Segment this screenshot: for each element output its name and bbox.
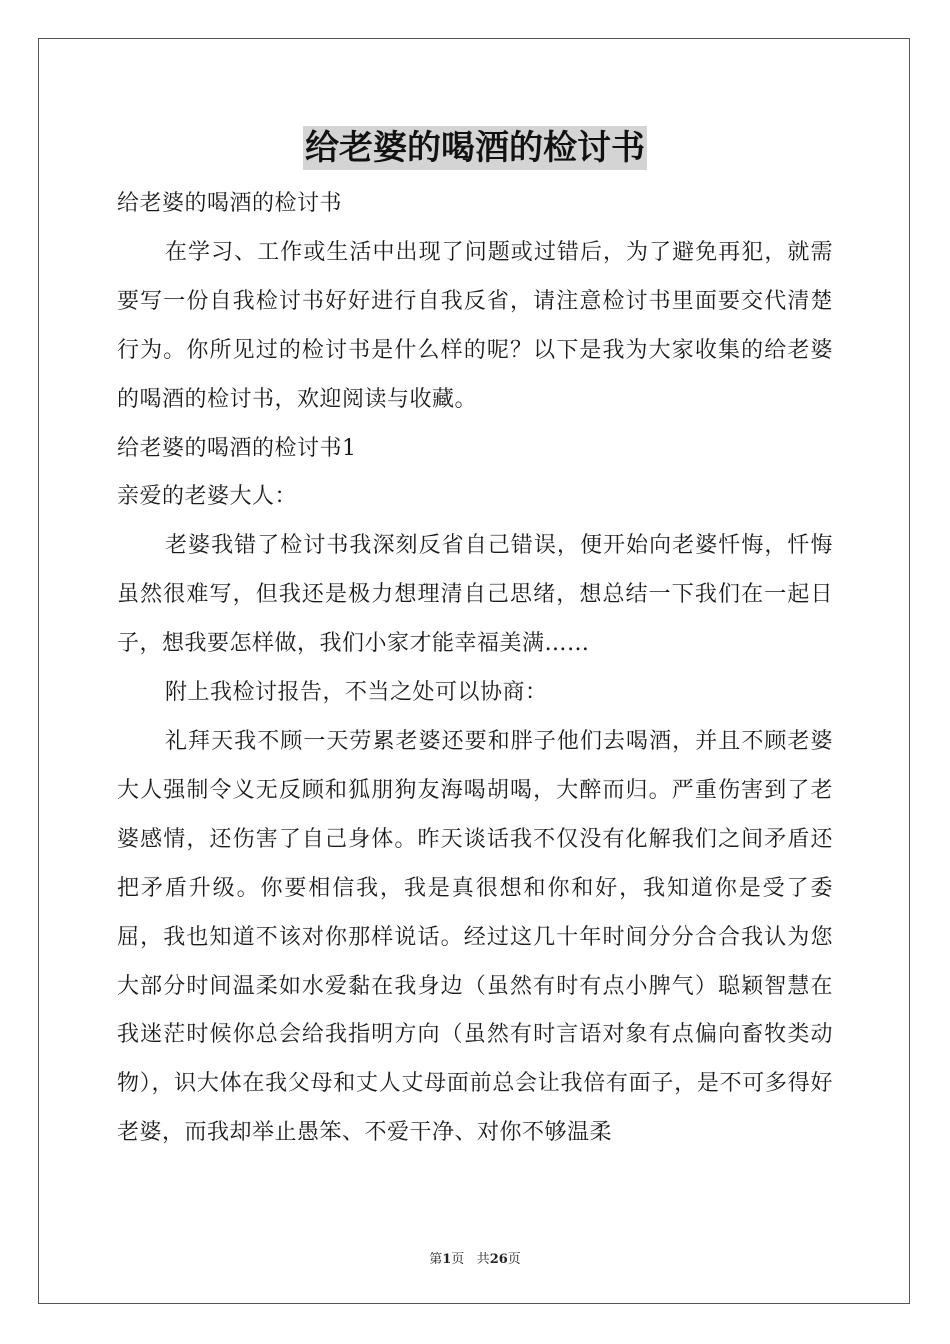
page-label-prefix: 第: [429, 1252, 443, 1267]
intro-paragraph: 在学习、工作或生活中出现了问题或过错后，为了避免再犯，就需要写一份自我检讨书好好进行自我反省，请注意检讨书里面要交代清楚行为。你所见过的检讨书是什么样的呢？以下是我为大家收集的给老婆的喝酒的检讨书，欢迎阅读与收藏。: [117, 239, 833, 412]
total-label-suffix: 页: [507, 1252, 521, 1267]
title-container: [0, 126, 950, 170]
subtitle-line: 给老婆的喝酒的检讨书: [117, 191, 343, 216]
section-heading: 给老婆的喝酒的检讨书1: [117, 435, 357, 461]
document-body: [117, 180, 833, 1158]
page-number: 1: [442, 1252, 452, 1267]
body-paragraph-3: 礼拜天我不顾一天劳累老婆还要和胖子他们去喝酒，并且不顾老婆大人强制令义无反顾和狐朋狗友海喝胡喝，大醉而归。严重伤害到了老婆感情，还伤害了自己身体。昨天谈话我不仅没有化解我们之间矛盾还把矛盾升级。你要相信我，我是真很想和你和好，我知道你是受了委屈，我也知道不该对你那样说话。经过这几十年时间分分合合我认为您大部分时间温柔如水爱黏在我身边（虽然有时有点小脾气）聪颖智慧在我迷茫时候你总会给我指明方向（虽然有时言语对象有点偏向畜牧类动物），识大体在我父母和丈人丈母面前总会让我倍有面子，是不可多得好老婆，而我却举止愚笨、不爱干净、对你不够温柔: [117, 728, 833, 1146]
document-title: 给老婆的喝酒的检讨书: [305, 128, 645, 168]
body-paragraph-2: 附上我检讨报告，不当之处可以协商：: [165, 680, 548, 706]
body-paragraph-1: 老婆我错了检讨书我深刻反省自己错误，便开始向老婆忏悔，忏悔虽然很难写，但我还是极力想理清自己思绪，想总结一下我们在一起日子，想我要怎样做，我们小家才能幸福美满……: [117, 533, 833, 657]
page-footer: [0, 1248, 950, 1267]
salutation: 亲爱的老婆大人：: [117, 484, 298, 510]
total-label-prefix: 共: [476, 1252, 490, 1267]
total-pages: 26: [489, 1252, 508, 1267]
page-label-suffix: 页: [451, 1252, 465, 1267]
